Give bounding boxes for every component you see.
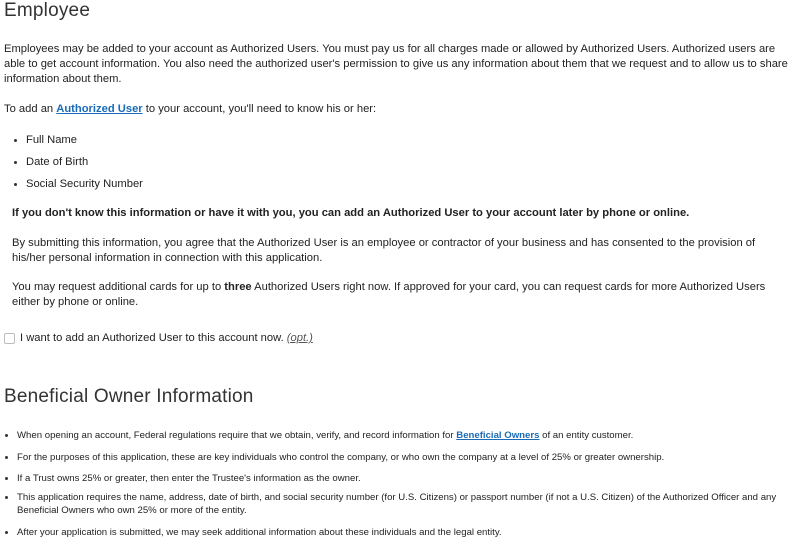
beneficial-owner-heading: Beneficial Owner Information <box>4 386 254 407</box>
bullet-icon <box>5 456 8 459</box>
add-suffix: to your account, you'll need to know his or her: <box>142 103 377 115</box>
item1-suffix: of an entity customer. <box>539 430 634 441</box>
bullet-icon <box>5 477 8 480</box>
optional-marker: (opt.) <box>286 332 313 344</box>
requirement-item: Date of Birth <box>26 156 89 168</box>
item1-prefix: When opening an account, Federal regulations require that we obtain, verify, and record information for <box>17 430 457 441</box>
bullet-icon <box>14 161 17 164</box>
missing-info-notice: If you don't know this information or have it with you, you can add an Authorized User to your account later by phone or online. <box>12 207 690 219</box>
bullet-icon <box>14 183 17 186</box>
employee-intro: Employees may be added to your account as Authorized Users. You must pay us for all charges made or allowed by Authorized Users. Authorized users are able to get account information. You also need the authorized user's permission to give us any information about them that we request and to allow us to share information about them. <box>4 43 788 85</box>
add-authorized-user-checkbox[interactable] <box>4 333 15 344</box>
add-user-requirements-text <box>4 102 784 117</box>
bullet-icon <box>14 139 17 142</box>
beneficial-item: For the purposes of this application, these are key individuals who control the company, or who own the company at a level of 25% or greater ownership. <box>17 452 665 463</box>
additional-cards-text <box>12 280 788 310</box>
beneficial-item: If a Trust owns 25% or greater, then enter the Trustee's information as the owner. <box>17 473 361 484</box>
employee-heading: Employee <box>4 0 91 21</box>
cards-prefix: You may request additional cards for up to <box>12 281 225 293</box>
bullet-icon <box>5 496 8 499</box>
consent-text: By submitting this information, you agree that the Authorized User is an employee or contractor of your business and has consented to the provision of his/her personal information in connection with this application. <box>12 237 756 264</box>
requirement-item: Full Name <box>26 134 77 146</box>
checkbox-label[interactable] <box>20 331 313 346</box>
beneficial-item: This application requires the name, address, date of birth, and social security number (for U.S. Citizens) or passport number (if not a U.S. Citizen) of the Authorized Officer and any Beneficial Owners who own 25% or more of the entity. <box>17 492 777 516</box>
bullet-icon <box>5 531 8 534</box>
cards-count: three <box>224 281 252 293</box>
bullet-icon <box>5 434 8 437</box>
checkbox-label-text[interactable]: I want to add an Authorized User to this account now. <box>20 332 284 344</box>
requirement-item: Social Security Number <box>26 178 143 190</box>
cards-suffix: Authorized Users right now. If approved for your card, you can request cards for more Authorized Users either by phone or online. <box>12 281 766 308</box>
beneficial-item: After your application is submitted, we may seek additional information about these individuals and the legal entity. <box>17 527 502 538</box>
beneficial-item <box>17 429 793 442</box>
beneficial-owners-link[interactable]: Beneficial Owners <box>456 430 540 441</box>
authorized-user-link[interactable]: Authorized User <box>56 103 143 115</box>
add-prefix: To add an <box>4 103 57 115</box>
